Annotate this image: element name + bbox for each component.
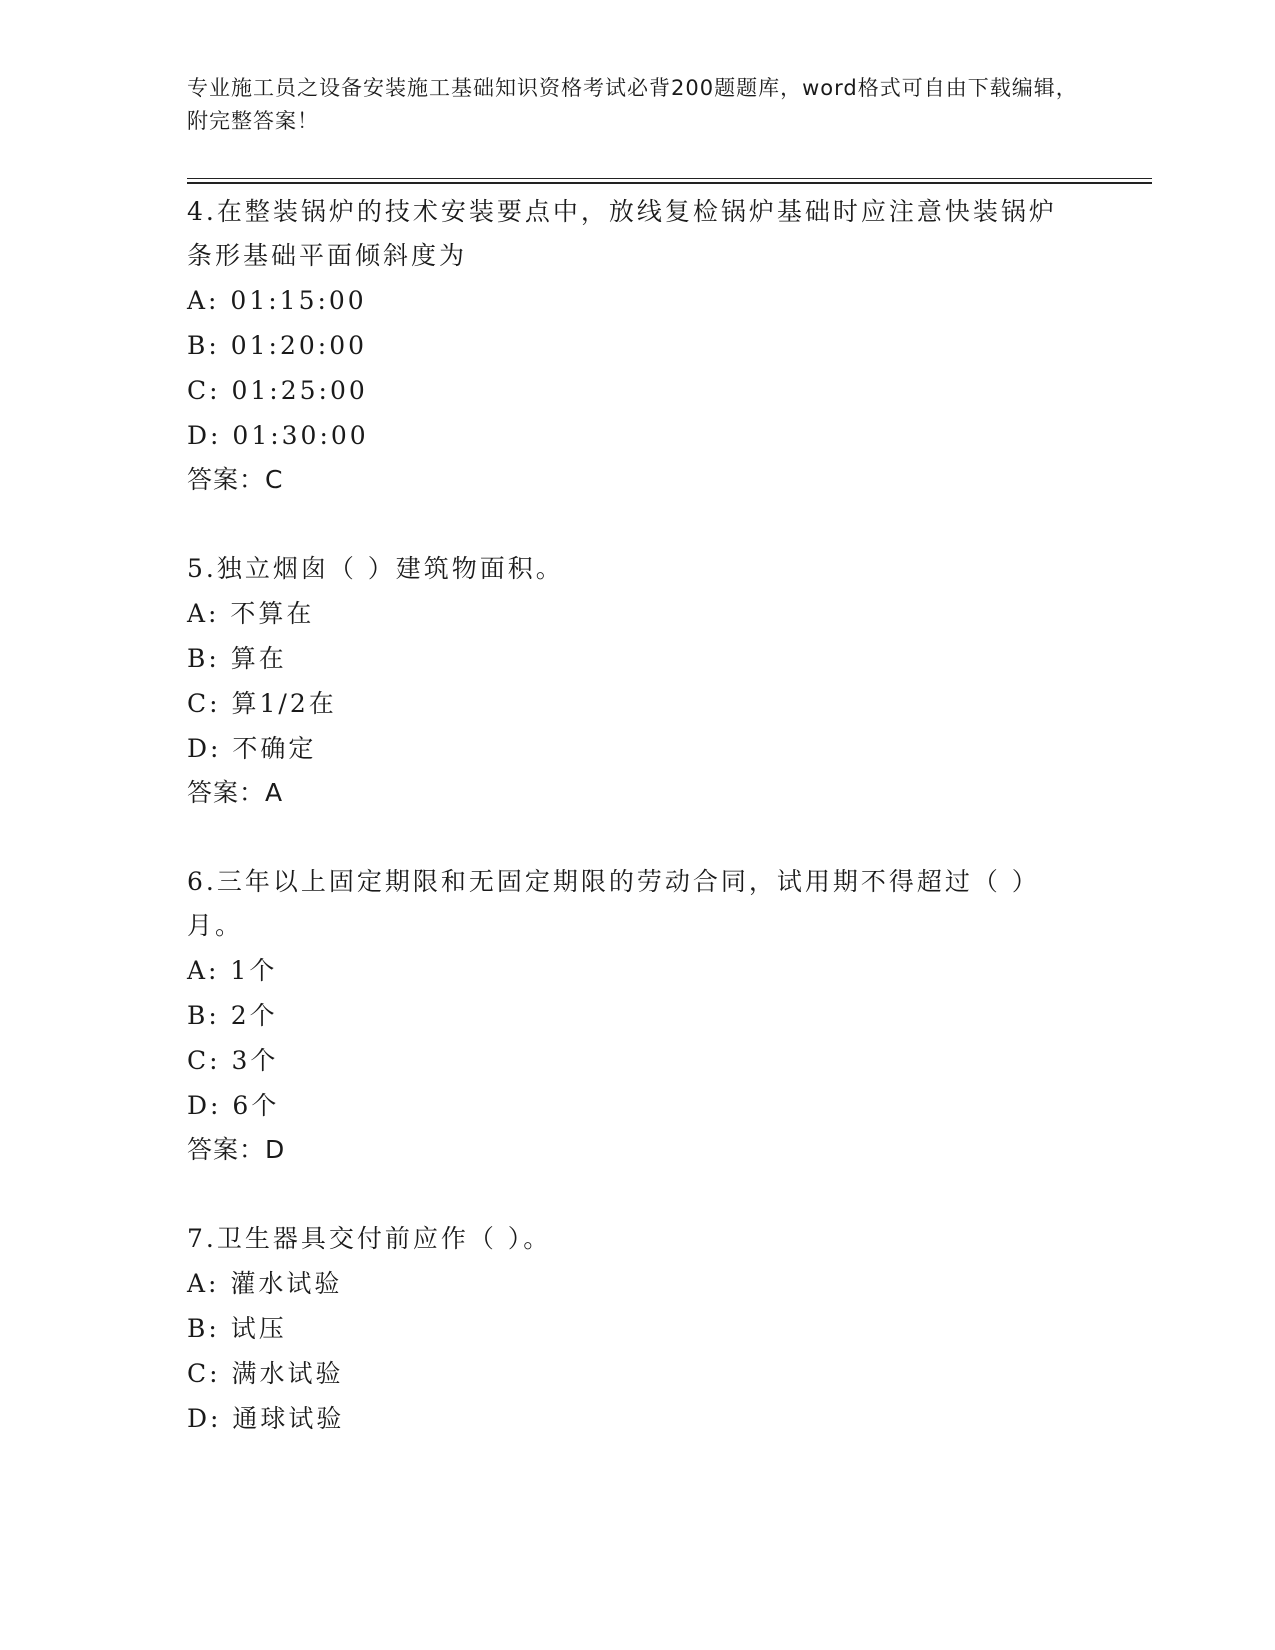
option-d: D: 通球试验 [187, 1404, 345, 1433]
option-d: D: 6个 [187, 1091, 280, 1120]
question-stem: 6.三年以上固定期限和无固定期限的劳动合同，试用期不得超过（ ）月。 [187, 867, 1040, 940]
option-a: A: 不算在 [187, 599, 315, 628]
option-b: B: 算在 [187, 644, 287, 673]
option-a: A: 1个 [187, 956, 278, 985]
answer-line: 答案：C [187, 465, 284, 494]
header-divider-bottom [187, 182, 1152, 184]
option-a: A: 01:15:00 [187, 286, 367, 315]
answer-line: 答案：A [187, 778, 284, 807]
option-d: D: 不确定 [187, 734, 317, 763]
answer-line: 答案：D [187, 1135, 286, 1164]
option-a: A: 灌水试验 [187, 1269, 343, 1298]
option-b: B: 01:20:00 [187, 331, 368, 360]
header-divider-top [187, 178, 1152, 179]
option-c: C: 3个 [187, 1046, 279, 1075]
question-stem: 4.在整装锅炉的技术安装要点中，放线复检锅炉基础时应注意快装锅炉条形基础平面倾斜度为 [187, 197, 1057, 270]
option-b: B: 2个 [187, 1001, 278, 1030]
question-stem: 5.独立烟囱（ ）建筑物面积。 [187, 554, 564, 583]
question-7 [187, 1217, 1067, 1441]
document-header: 专业施工员之设备安装施工基础知识资格考试必背200题题库，word格式可自由下载编辑，附完整答案！ [187, 76, 1078, 133]
option-c: C: 满水试验 [187, 1359, 344, 1388]
question-6 [187, 860, 1067, 1172]
option-c: C: 01:25:00 [187, 376, 368, 405]
question-5 [187, 547, 1067, 815]
option-b: B: 试压 [187, 1314, 287, 1343]
question-list [187, 190, 1067, 1441]
option-c: C: 算1/2在 [187, 689, 337, 718]
question-4 [187, 190, 1067, 502]
option-d: D: 01:30:00 [187, 421, 369, 450]
question-stem: 7.卫生器具交付前应作（ ）。 [187, 1224, 552, 1253]
